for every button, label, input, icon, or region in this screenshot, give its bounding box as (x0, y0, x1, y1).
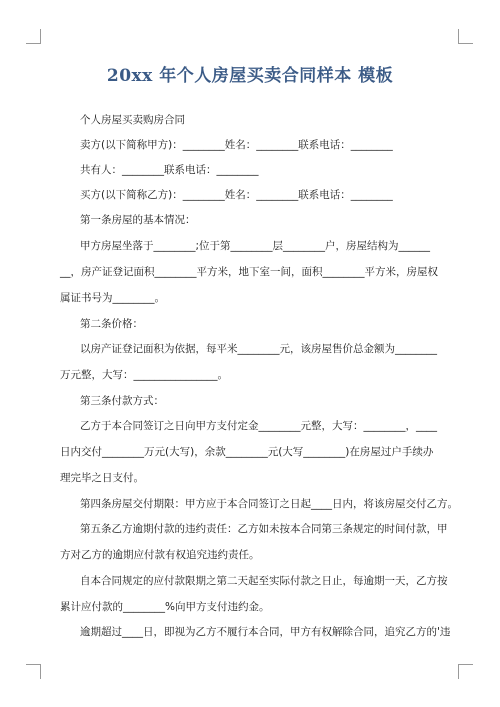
document-title: 20xx 年个人房屋买卖合同样本 模板 (106, 66, 394, 86)
paragraph-line: 买方(以下简称乙方)：________姓名：________联系电话：________ (80, 189, 393, 201)
crop-mark-bottom-left (26, 664, 41, 679)
paragraph-line: __，房产证登记面积________平方米，地下室一间，面积________平方米，房屋权 (60, 266, 438, 278)
crop-mark-top-left (26, 29, 41, 44)
paragraph-line: 第二条价格： (80, 318, 143, 330)
paragraph-line: 理完毕之日支付。 (60, 472, 144, 484)
paragraph-line: 第一条房屋的基本情况： (80, 214, 196, 226)
paragraph-line: 第四条房屋交付期限：甲方应于本合同签订之日起____日内，将该房屋交付乙方。 (80, 498, 458, 510)
paragraph-line: 第三条付款方式： (80, 395, 164, 407)
paragraph-line: 共有人：________联系电话：________ (80, 164, 259, 176)
crop-mark-top-right (458, 29, 473, 44)
paragraph-line: 第五条乙方逾期付款的违约责任：乙方如未按本合同第三条规定的时间付款，甲 (80, 523, 448, 535)
paragraph-line: 属证书号为________。 (60, 292, 165, 304)
paragraph-line: 万元整，大写：________________。 (60, 369, 228, 381)
paragraph-line: 甲方房屋坐落于________;位于第________层________户，房屋结构为______ (80, 240, 431, 252)
paragraph-line: 卖方(以下简称甲方)：________姓名：________联系电话：________ (80, 139, 393, 151)
paragraph-line: 累计应付款的________%向甲方支付违约金。 (60, 601, 270, 613)
crop-mark-bottom-right (458, 664, 473, 679)
paragraph-line: 逾期超过____日，即视为乙方不履行本合同，甲方有权解除合同，追究乙方的'违 (80, 626, 451, 638)
paragraph-line: 方对乙方的逾期应付款有权追究违约责任。 (60, 549, 260, 561)
paragraph-line: 日内交付________万元(大写)，余款________元(大写________)在房屋过户手续办 (60, 446, 434, 458)
paragraph-line: 自本合同规定的应付款限期之第二天起至实际付款之日止，每逾期一天，乙方按 (80, 575, 448, 587)
paragraph-line: 乙方于本合同签订之日向甲方支付定金________元整，大写：________，____ (80, 420, 437, 432)
paragraph-line: 个人房屋买卖购房合同 (80, 114, 185, 126)
paragraph-line: 以房产证登记面积为依据，每平米________元，该房屋售价总金额为________ (80, 343, 437, 355)
